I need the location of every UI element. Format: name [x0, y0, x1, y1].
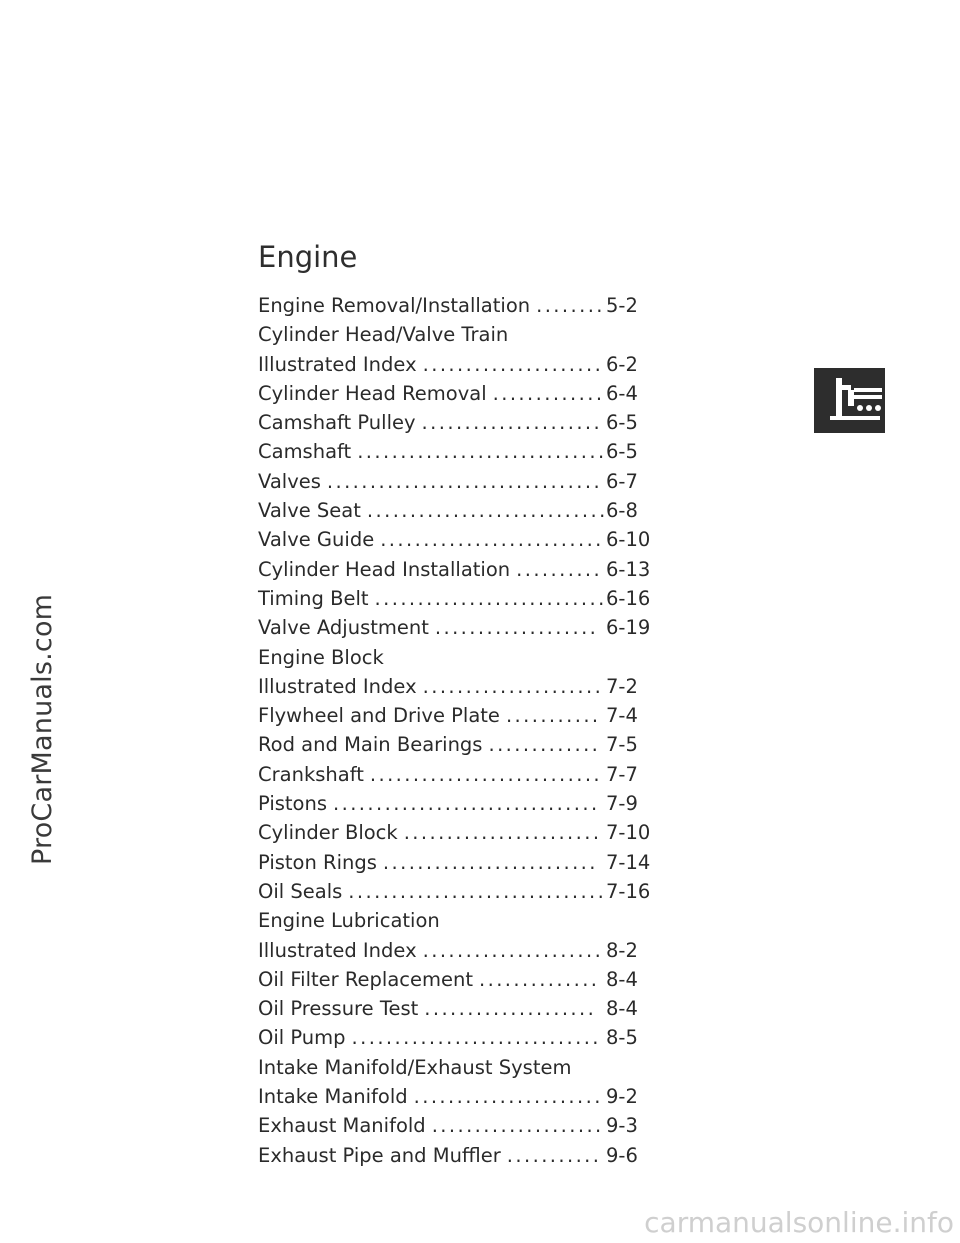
toc-entry — [258, 672, 678, 701]
toc-entry-label: Engine Block — [258, 645, 384, 669]
toc-entry-leader: ..................... — [422, 674, 604, 698]
toc-entry-label: Engine Removal/Installation — [258, 294, 531, 317]
toc-entry-page: 6-10 — [606, 528, 651, 552]
toc-entry-leader: .................... — [424, 997, 597, 1021]
toc-entry-page: 6-16 — [606, 586, 651, 610]
toc-entry-page: 8-2 — [606, 938, 638, 962]
toc-entry-label: Oil Seals — [258, 879, 343, 903]
toc-entry-leader: ............. — [492, 381, 605, 405]
toc-entry-page: 9-3 — [606, 1114, 638, 1138]
toc-entry-leader: ................................ — [326, 469, 603, 493]
toc-entry — [258, 291, 678, 320]
toc-entry-page: 7-9 — [606, 792, 638, 816]
toc-entry-leader: ..................... — [422, 938, 604, 962]
toc-entry-label: Piston Rings — [258, 850, 377, 874]
toc-entry-label: Illustrated Index — [258, 674, 417, 698]
toc-entry — [258, 643, 678, 672]
toc-entry-page: 8-4 — [606, 967, 638, 991]
toc-entry — [258, 994, 678, 1023]
toc-entry — [258, 789, 678, 818]
toc-entry-label: Camshaft Pulley — [258, 411, 416, 435]
toc-entry-label: Illustrated Index — [258, 352, 417, 376]
toc-entry — [258, 496, 678, 525]
section-title: Engine — [258, 240, 358, 274]
toc-entry-label: Cylinder Head Removal — [258, 381, 487, 405]
toc-entry-leader: .................... — [431, 1114, 604, 1138]
toc-entry-leader: ........... — [506, 1143, 602, 1167]
toc-entry-label: Cylinder Block — [258, 821, 398, 845]
toc-entry-leader: ........................... — [374, 586, 607, 610]
toc-entry-page: 7-4 — [606, 704, 638, 728]
toc-entry — [258, 555, 678, 584]
toc-entry-label: Valve Adjustment — [258, 616, 429, 640]
toc-entry — [258, 1053, 678, 1082]
toc-entry-label: Valves — [258, 469, 321, 493]
toc-entry — [258, 1082, 678, 1111]
toc-entry-page: 6-19 — [606, 616, 651, 640]
toc-entry-page: 7-2 — [606, 674, 638, 698]
toc-entry-page: 7-7 — [606, 762, 638, 786]
toc-entry-leader: ............................. — [351, 1026, 601, 1050]
toc-entry — [258, 437, 678, 466]
toc-entry — [258, 701, 678, 730]
toc-entry-label: Engine Lubrication — [258, 909, 440, 933]
toc-entry-leader: ..................... — [422, 352, 604, 376]
toc-entry — [258, 379, 678, 408]
toc-entry-page: 6-5 — [606, 411, 638, 435]
toc-entry-page: 6-4 — [606, 381, 638, 405]
toc-entry — [258, 818, 678, 847]
toc-entry — [258, 730, 678, 759]
toc-entry-page: 5-2 — [606, 294, 638, 317]
toc-entry-label: Oil Pressure Test — [258, 997, 419, 1021]
toc-entry-label: Exhaust Manifold — [258, 1114, 426, 1138]
side-watermark: ProCarManuals.com — [27, 593, 58, 865]
toc-entry-page: 6-8 — [606, 499, 638, 523]
toc-entry — [258, 1141, 678, 1170]
toc-entry-leader: ...................... — [413, 1085, 603, 1109]
toc-entry-label: Exhaust Pipe and Muffler — [258, 1143, 501, 1167]
toc-entry — [258, 613, 678, 642]
toc-entry-label: Oil Filter Replacement — [258, 967, 474, 991]
toc-entry — [258, 848, 678, 877]
toc-entry — [258, 525, 678, 554]
toc-entry-label: Pistons — [258, 792, 328, 816]
toc-entry — [258, 1111, 678, 1140]
toc-entry-label: Illustrated Index — [258, 938, 417, 962]
toc-entry-leader: ............................. — [357, 440, 607, 464]
toc-entry — [258, 467, 678, 496]
toc-entry-page: 7-5 — [606, 733, 638, 757]
toc-entry-label: Oil Pump — [258, 1026, 346, 1050]
toc-entry-label: Timing Belt — [258, 586, 369, 610]
toc-entry-leader: .............................. — [348, 879, 607, 903]
toc-entry-label: Crankshaft — [258, 762, 364, 786]
toc-entry-page: 8-4 — [606, 997, 638, 1021]
toc-entry-page: 6-2 — [606, 352, 638, 376]
toc-entry-page: 6-13 — [606, 557, 651, 581]
toc-entry-label: Cylinder Head Installation — [258, 557, 511, 581]
toc-entry — [258, 877, 678, 906]
toc-entry-leader: ................... — [434, 616, 599, 640]
toc-entry-leader: ..................... — [421, 411, 603, 435]
toc-entry-page: 8-5 — [606, 1026, 638, 1050]
toc-entry-page: 6-7 — [606, 469, 638, 493]
toc-entry — [258, 936, 678, 965]
toc-entry-label: Cylinder Head/Valve Train — [258, 323, 509, 347]
toc-entry-label: Valve Seat — [258, 499, 361, 523]
toc-entry-label: Camshaft — [258, 440, 352, 464]
toc-entry-label: Rod and Main Bearings — [258, 733, 483, 757]
toc-entry-page: 6-5 — [606, 440, 638, 464]
toc-entry-leader: .......................... — [380, 528, 604, 552]
toc-entry-leader: ........... — [505, 704, 601, 728]
toc-entry-page: 7-16 — [606, 879, 651, 903]
toc-entry-label: Intake Manifold/Exhaust System — [258, 1055, 572, 1079]
table-of-contents — [258, 291, 678, 1170]
toc-entry-page: 7-10 — [606, 821, 651, 845]
toc-entry-leader: ............................... — [333, 792, 600, 816]
toc-entry-leader: ........................... — [369, 762, 603, 786]
toc-entry-leader: ......................... — [382, 850, 598, 874]
toc-entry — [258, 408, 678, 437]
toc-entry-leader: ........ — [536, 294, 605, 317]
toc-entry — [258, 350, 678, 379]
bottom-watermark: carmanualsonline.info — [644, 1206, 954, 1239]
toc-entry — [258, 1023, 678, 1052]
toc-entry-label: Intake Manifold — [258, 1085, 408, 1109]
toc-entry-leader: ....................... — [403, 821, 602, 845]
toc-entry-page: 9-6 — [606, 1143, 638, 1167]
toc-entry-leader: .......... — [516, 557, 603, 581]
toc-entry-page: 9-2 — [606, 1085, 638, 1109]
toc-entry-page: 7-14 — [606, 850, 651, 874]
toc-entry-label: Valve Guide — [258, 528, 375, 552]
toc-entry-leader: .............. — [479, 967, 600, 991]
toc-entry-leader: ............. — [488, 733, 601, 757]
toc-entry-leader: ............................ — [366, 499, 608, 523]
toc-entry — [258, 320, 678, 349]
toc-entry — [258, 965, 678, 994]
toc-entry — [258, 760, 678, 789]
toc-entry — [258, 906, 678, 935]
toc-entry-label: Flywheel and Drive Plate — [258, 704, 500, 728]
toc-entry — [258, 584, 678, 613]
engine-section-icon — [814, 368, 885, 433]
